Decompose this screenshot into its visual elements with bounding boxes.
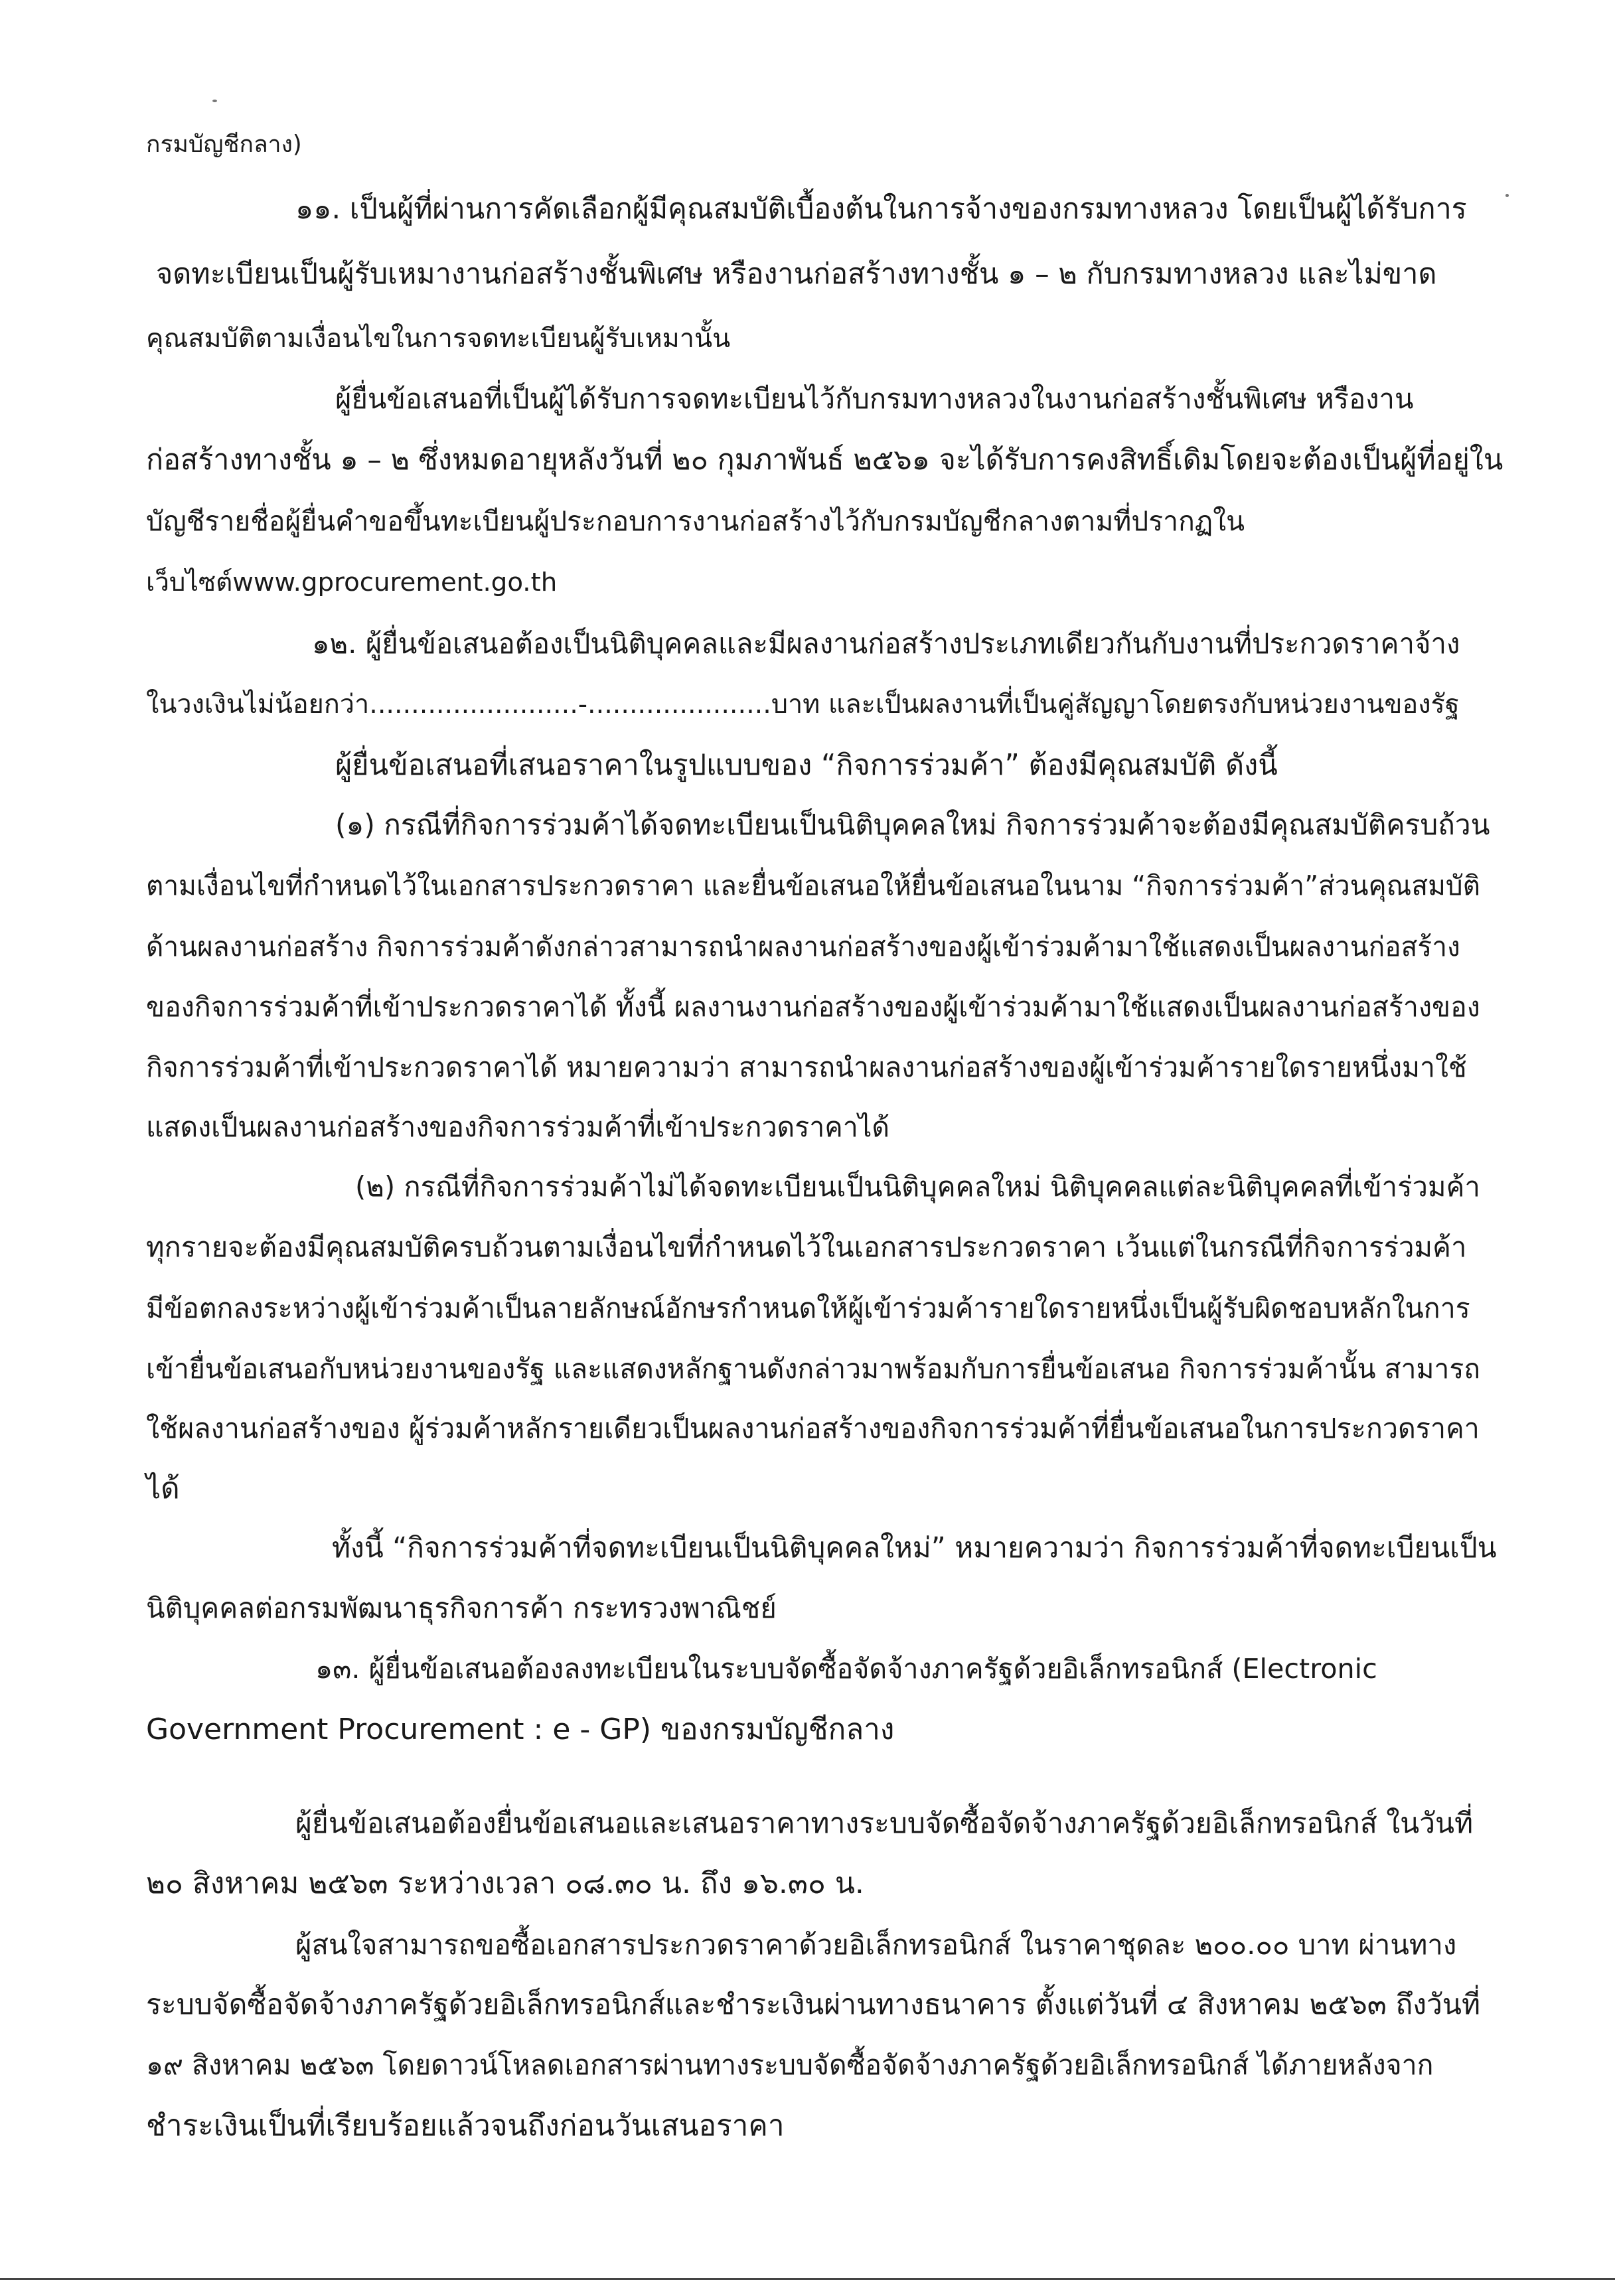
document-line: จดทะเบียนเป็นผู้รับเหมางานก่อสร้างชั้นพิเศษ หรืองานก่อสร้างทางชั้น ๑ – ๒ กับกรมทางหลวง และไม่ขาด (156, 258, 1437, 291)
document-line: เว็บไซต์www.gprocurement.go.th (146, 568, 558, 597)
document-line: ทุกรายจะต้องมีคุณสมบัติครบถ้วนตามเงื่อนไขที่กำหนดไว้ในเอกสารประกวดราคา เว้นแต่ในกรณีที่กิจการร่วมค้า (146, 1231, 1467, 1263)
document-line: ผู้ยื่นข้อเสนอต้องยื่นข้อเสนอและเสนอราคาทางระบบจัดซื้อจัดจ้างภาครัฐด้วยอิเล็กทรอนิกส์ ในวันที่ (295, 1807, 1474, 1840)
document-line: กรมบัญชีกลาง) (146, 131, 302, 158)
document-line: ก่อสร้างทางชั้น ๑ – ๒ ซึ่งหมดอายุหลังวันที่ ๒๐ กุมภาพันธ์ ๒๕๖๑ จะได้รับการคงสิทธิ์เดิมโดยจะต้องเป็นผู้ที่อยู่ใน (146, 443, 1503, 477)
document-line: ๑๒. ผู้ยื่นข้อเสนอต้องเป็นนิติบุคคลและมีผลงานก่อสร้างประเภทเดียวกันกับงานที่ประกวดราคาจ้าง (312, 627, 1460, 660)
document-line: ๑๑. เป็นผู้ที่ผ่านการคัดเลือกผู้มีคุณสมบัติเบื้องต้นในการจ้างของกรมทางหลวง โดยเป็นผู้ได้รับการ (295, 192, 1467, 226)
document-line: ทั้งนี้ “กิจการร่วมค้าที่จดทะเบียนเป็นนิติบุคคลใหม่” หมายความว่า กิจการร่วมค้าที่จดทะเบียนเป็น (332, 1532, 1497, 1565)
document-line: บัญชีรายชื่อผู้ยื่นคำขอขึ้นทะเบียนผู้ประกอบการงานก่อสร้างไว้กับกรมบัญชีกลางตามที่ปรากฏใน (146, 505, 1245, 537)
document-line: แสดงเป็นผลงานก่อสร้างของกิจการร่วมค้าที่เข้าประกวดราคาได้ (146, 1111, 890, 1143)
document-line: ๒๐ สิงหาคม ๒๕๖๓ ระหว่างเวลา ๐๘.๓๐ น. ถึง ๑๖.๓๐ น. (146, 1867, 864, 1900)
document-line: ในวงเงินไม่น้อยกว่า.........................-......................บาท และเป็นผลงานที่เป็นคู่สัญญาโดยตรงกับหน่วยงานของรัฐ (146, 689, 1460, 720)
document-line: มีข้อตกลงระหว่างผู้เข้าร่วมค้าเป็นลายลักษณ์อักษรกำหนดให้ผู้เข้าร่วมค้ารายใดรายหนึ่งเป็นผู้รับผิดชอบหลักในการ (146, 1292, 1470, 1324)
document-line: ชำระเงินเป็นที่เรียบร้อยแล้วจนถึงก่อนวันเสนอราคา (146, 2109, 785, 2143)
document-line: ผู้ยื่นข้อเสนอที่เป็นผู้ได้รับการจดทะเบียนไว้กับกรมทางหลวงในงานก่อสร้างชั้นพิเศษ หรืองาน (335, 382, 1414, 415)
document-line: เข้ายื่นข้อเสนอกับหน่วยงานของรัฐ และแสดงหลักฐานดังกล่าวมาพร้อมกับการยื่นข้อเสนอ กิจการร่วมค้านั้น สามารถ (146, 1353, 1481, 1385)
scan-speck (1505, 194, 1509, 197)
document-line: ของกิจการร่วมค้าที่เข้าประกวดราคาได้ ทั้งนี้ ผลงานงานก่อสร้างของผู้เข้าร่วมค้ามาใช้แสดงเป็นผลงานก่อสร้างของ (146, 991, 1480, 1023)
document-line: ได้ (146, 1472, 180, 1505)
document-line: กิจการร่วมค้าที่เข้าประกวดราคาได้ หมายความว่า สามารถนำผลงานก่อสร้างของผู้เข้าร่วมค้ารายใดรายหนึ่งมาใช้ (146, 1051, 1467, 1083)
document-line: คุณสมบัติตามเงื่อนไขในการจดทะเบียนผู้รับเหมานั้น (146, 323, 731, 354)
document-line: ผู้ยื่นข้อเสนอที่เสนอราคาในรูปแบบของ “กิจการร่วมค้า” ต้องมีคุณสมบัติ ดังนี้ (335, 749, 1278, 782)
document-line: ผู้สนใจสามารถขอซื้อเอกสารประกวดราคาด้วยอิเล็กทรอนิกส์ ในราคาชุดละ ๒๐๐.๐๐ บาท ผ่านทาง (295, 1928, 1457, 1961)
document-line: ด้านผลงานก่อสร้าง กิจการร่วมค้าดังกล่าวสามารถนำผลงานก่อสร้างของผู้เข้าร่วมค้ามาใช้แสดงเป็นผลงานก่อสร้าง (146, 931, 1460, 962)
document-line: ใช้ผลงานก่อสร้างของ ผู้ร่วมค้าหลักรายเดียวเป็นผลงานก่อสร้างของกิจการร่วมค้าที่ยื่นข้อเสนอในการประกวดราคา (146, 1413, 1480, 1444)
page-bottom-rule (0, 2278, 1615, 2280)
document-line: นิติบุคคลต่อกรมพัฒนาธุรกิจการค้า กระทรวงพาณิชย์ (146, 1592, 777, 1624)
document-line: (๑) กรณีที่กิจการร่วมค้าได้จดทะเบียนเป็นนิติบุคคลใหม่ กิจการร่วมค้าจะต้องมีคุณสมบัติครบถ้วน (335, 808, 1490, 841)
document-line: ๑๙ สิงหาคม ๒๕๖๓ โดยดาวน์โหลดเอกสารผ่านทางระบบจัดซื้อจัดจ้างภาครัฐด้วยอิเล็กทรอนิกส์ ได้ภายหลังจาก (146, 2049, 1434, 2081)
document-line: ๑๓. ผู้ยื่นข้อเสนอต้องลงทะเบียนในระบบจัดซื้อจัดจ้างภาครัฐด้วยอิเล็กทรอนิกส์ (Electronic (315, 1653, 1377, 1685)
scan-speck (212, 100, 217, 102)
document-line: Government Procurement : e - GP) ของกรมบัญชีกลาง (146, 1713, 895, 1746)
document-line: (๒) กรณีที่กิจการร่วมค้าไม่ได้จดทะเบียนเป็นนิติบุคคลใหม่ นิติบุคคลแต่ละนิติบุคคลที่เข้าร่วมค้า (355, 1170, 1480, 1203)
document-line: ตามเงื่อนไขที่กำหนดไว้ในเอกสารประกวดราคา และยื่นข้อเสนอให้ยื่นข้อเสนอในนาม “กิจการร่วมค้า”ส่วนคุณสมบัติ (146, 870, 1481, 901)
document-line: ระบบจัดซื้อจัดจ้างภาครัฐด้วยอิเล็กทรอนิกส์และชำระเงินผ่านทางธนาคาร ตั้งแต่วันที่ ๔ สิงหาคม ๒๕๖๓ ถึงวันที่ (146, 1988, 1481, 2021)
